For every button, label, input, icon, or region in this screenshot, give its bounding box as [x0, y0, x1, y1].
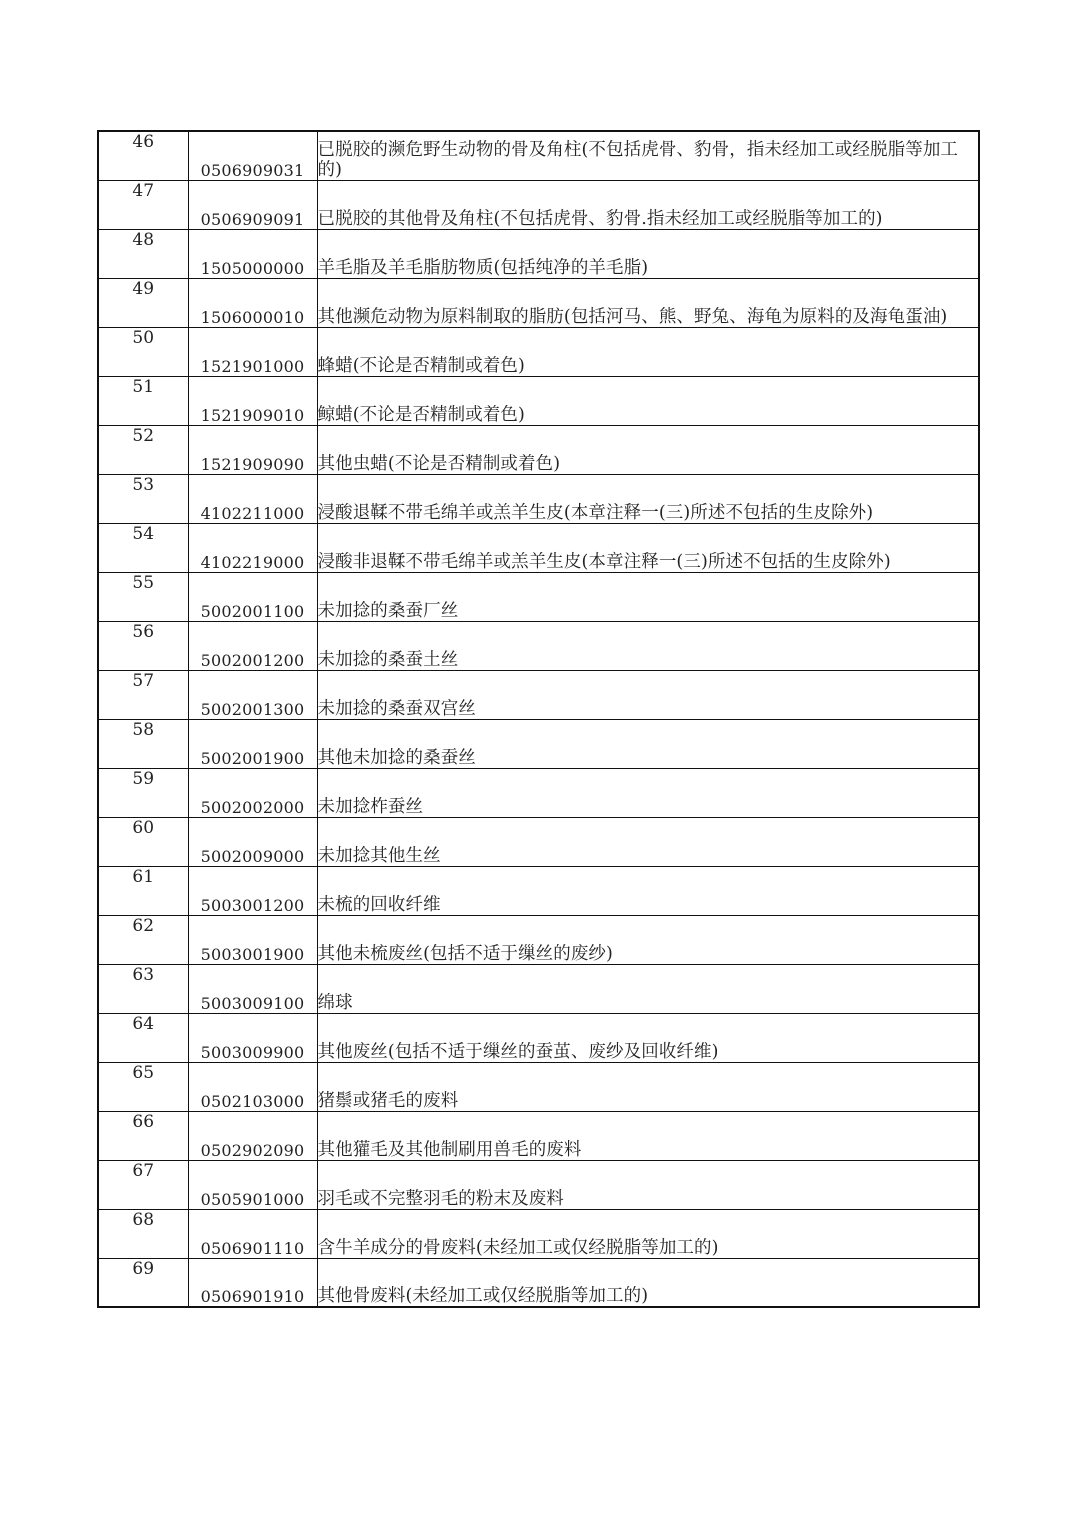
description-cell: 未加捻的桑蚕厂丝 [317, 572, 979, 621]
description-cell: 未加捻柞蚕丝 [317, 768, 979, 817]
description-cell: 其他濒危动物为原料制取的脂肪(包括河马、熊、野兔、海龟为原料的及海龟蛋油) [317, 278, 979, 327]
hs-code-cell: 1521909090 [188, 425, 317, 474]
table-row [98, 1209, 979, 1258]
commodity-code-table [97, 130, 980, 1308]
table-row [98, 1111, 979, 1160]
hs-code-cell: 0506901910 [188, 1258, 317, 1307]
table-row [98, 817, 979, 866]
hs-code-cell: 1521909010 [188, 376, 317, 425]
description-cell: 已脱胶的濒危野生动物的骨及角柱(不包括虎骨、豹骨，指未经加工或经脱脂等加工的) [317, 131, 979, 180]
row-number-cell: 64 [98, 1013, 188, 1062]
table-row [98, 1258, 979, 1307]
table-row [98, 376, 979, 425]
hs-code-cell: 0502902090 [188, 1111, 317, 1160]
description-cell: 猪鬃或猪毛的废料 [317, 1062, 979, 1111]
hs-code-cell: 0502103000 [188, 1062, 317, 1111]
table-row [98, 1160, 979, 1209]
table-row [98, 866, 979, 915]
table-row [98, 1062, 979, 1111]
hs-code-cell: 5003001200 [188, 866, 317, 915]
hs-code-cell: 4102211000 [188, 474, 317, 523]
row-number-cell: 49 [98, 278, 188, 327]
description-cell: 含牛羊成分的骨废料(未经加工或仅经脱脂等加工的) [317, 1209, 979, 1258]
row-number-cell: 50 [98, 327, 188, 376]
table-row [98, 229, 979, 278]
hs-code-cell: 5002001200 [188, 621, 317, 670]
table-row [98, 474, 979, 523]
table-body [98, 131, 979, 1307]
row-number-cell: 62 [98, 915, 188, 964]
hs-code-cell: 5003001900 [188, 915, 317, 964]
row-number-cell: 48 [98, 229, 188, 278]
hs-code-cell: 0506901110 [188, 1209, 317, 1258]
hs-code-cell: 5002009000 [188, 817, 317, 866]
description-cell: 鲸蜡(不论是否精制或着色) [317, 376, 979, 425]
hs-code-cell: 1505000000 [188, 229, 317, 278]
row-number-cell: 61 [98, 866, 188, 915]
table-row [98, 327, 979, 376]
hs-code-cell: 0506909091 [188, 180, 317, 229]
description-cell: 其他未加捻的桑蚕丝 [317, 719, 979, 768]
row-number-cell: 58 [98, 719, 188, 768]
hs-code-cell: 5002001900 [188, 719, 317, 768]
table-row [98, 964, 979, 1013]
table-row [98, 523, 979, 572]
table-row [98, 572, 979, 621]
hs-code-cell: 0505901000 [188, 1160, 317, 1209]
description-cell: 蜂蜡(不论是否精制或着色) [317, 327, 979, 376]
table-row [98, 670, 979, 719]
hs-code-cell: 0506909031 [188, 131, 317, 180]
description-cell: 其他未梳废丝(包括不适于缫丝的废纱) [317, 915, 979, 964]
description-cell: 浸酸退鞣不带毛绵羊或羔羊生皮(本章注释一(三)所述不包括的生皮除外) [317, 474, 979, 523]
row-number-cell: 60 [98, 817, 188, 866]
hs-code-cell: 5002001300 [188, 670, 317, 719]
table-row [98, 278, 979, 327]
row-number-cell: 53 [98, 474, 188, 523]
table-row [98, 180, 979, 229]
row-number-cell: 65 [98, 1062, 188, 1111]
description-cell: 未加捻其他生丝 [317, 817, 979, 866]
row-number-cell: 63 [98, 964, 188, 1013]
table-row [98, 915, 979, 964]
description-cell: 其他獾毛及其他制刷用兽毛的废料 [317, 1111, 979, 1160]
description-cell: 未加捻的桑蚕土丝 [317, 621, 979, 670]
row-number-cell: 54 [98, 523, 188, 572]
table-row [98, 768, 979, 817]
description-cell: 未梳的回收纤维 [317, 866, 979, 915]
description-cell: 羽毛或不完整羽毛的粉末及废料 [317, 1160, 979, 1209]
hs-code-cell: 5003009100 [188, 964, 317, 1013]
table-row [98, 425, 979, 474]
row-number-cell: 46 [98, 131, 188, 180]
row-number-cell: 67 [98, 1160, 188, 1209]
row-number-cell: 68 [98, 1209, 188, 1258]
row-number-cell: 51 [98, 376, 188, 425]
row-number-cell: 52 [98, 425, 188, 474]
description-cell: 已脱胶的其他骨及角柱(不包括虎骨、豹骨.指未经加工或经脱脂等加工的) [317, 180, 979, 229]
description-cell: 羊毛脂及羊毛脂肪物质(包括纯净的羊毛脂) [317, 229, 979, 278]
table-row [98, 131, 979, 180]
row-number-cell: 47 [98, 180, 188, 229]
hs-code-cell: 5003009900 [188, 1013, 317, 1062]
hs-code-cell: 1521901000 [188, 327, 317, 376]
description-cell: 其他骨废料(未经加工或仅经脱脂等加工的) [317, 1258, 979, 1307]
table-row [98, 719, 979, 768]
row-number-cell: 57 [98, 670, 188, 719]
description-cell: 其他废丝(包括不适于缫丝的蚕茧、废纱及回收纤维) [317, 1013, 979, 1062]
row-number-cell: 56 [98, 621, 188, 670]
description-cell: 绵球 [317, 964, 979, 1013]
description-cell: 浸酸非退鞣不带毛绵羊或羔羊生皮(本章注释一(三)所述不包括的生皮除外) [317, 523, 979, 572]
description-cell: 其他虫蜡(不论是否精制或着色) [317, 425, 979, 474]
row-number-cell: 59 [98, 768, 188, 817]
table-row [98, 621, 979, 670]
row-number-cell: 66 [98, 1111, 188, 1160]
hs-code-cell: 5002002000 [188, 768, 317, 817]
hs-code-cell: 1506000010 [188, 278, 317, 327]
hs-code-cell: 4102219000 [188, 523, 317, 572]
description-cell: 未加捻的桑蚕双宫丝 [317, 670, 979, 719]
row-number-cell: 55 [98, 572, 188, 621]
row-number-cell: 69 [98, 1258, 188, 1307]
hs-code-cell: 5002001100 [188, 572, 317, 621]
table-row [98, 1013, 979, 1062]
